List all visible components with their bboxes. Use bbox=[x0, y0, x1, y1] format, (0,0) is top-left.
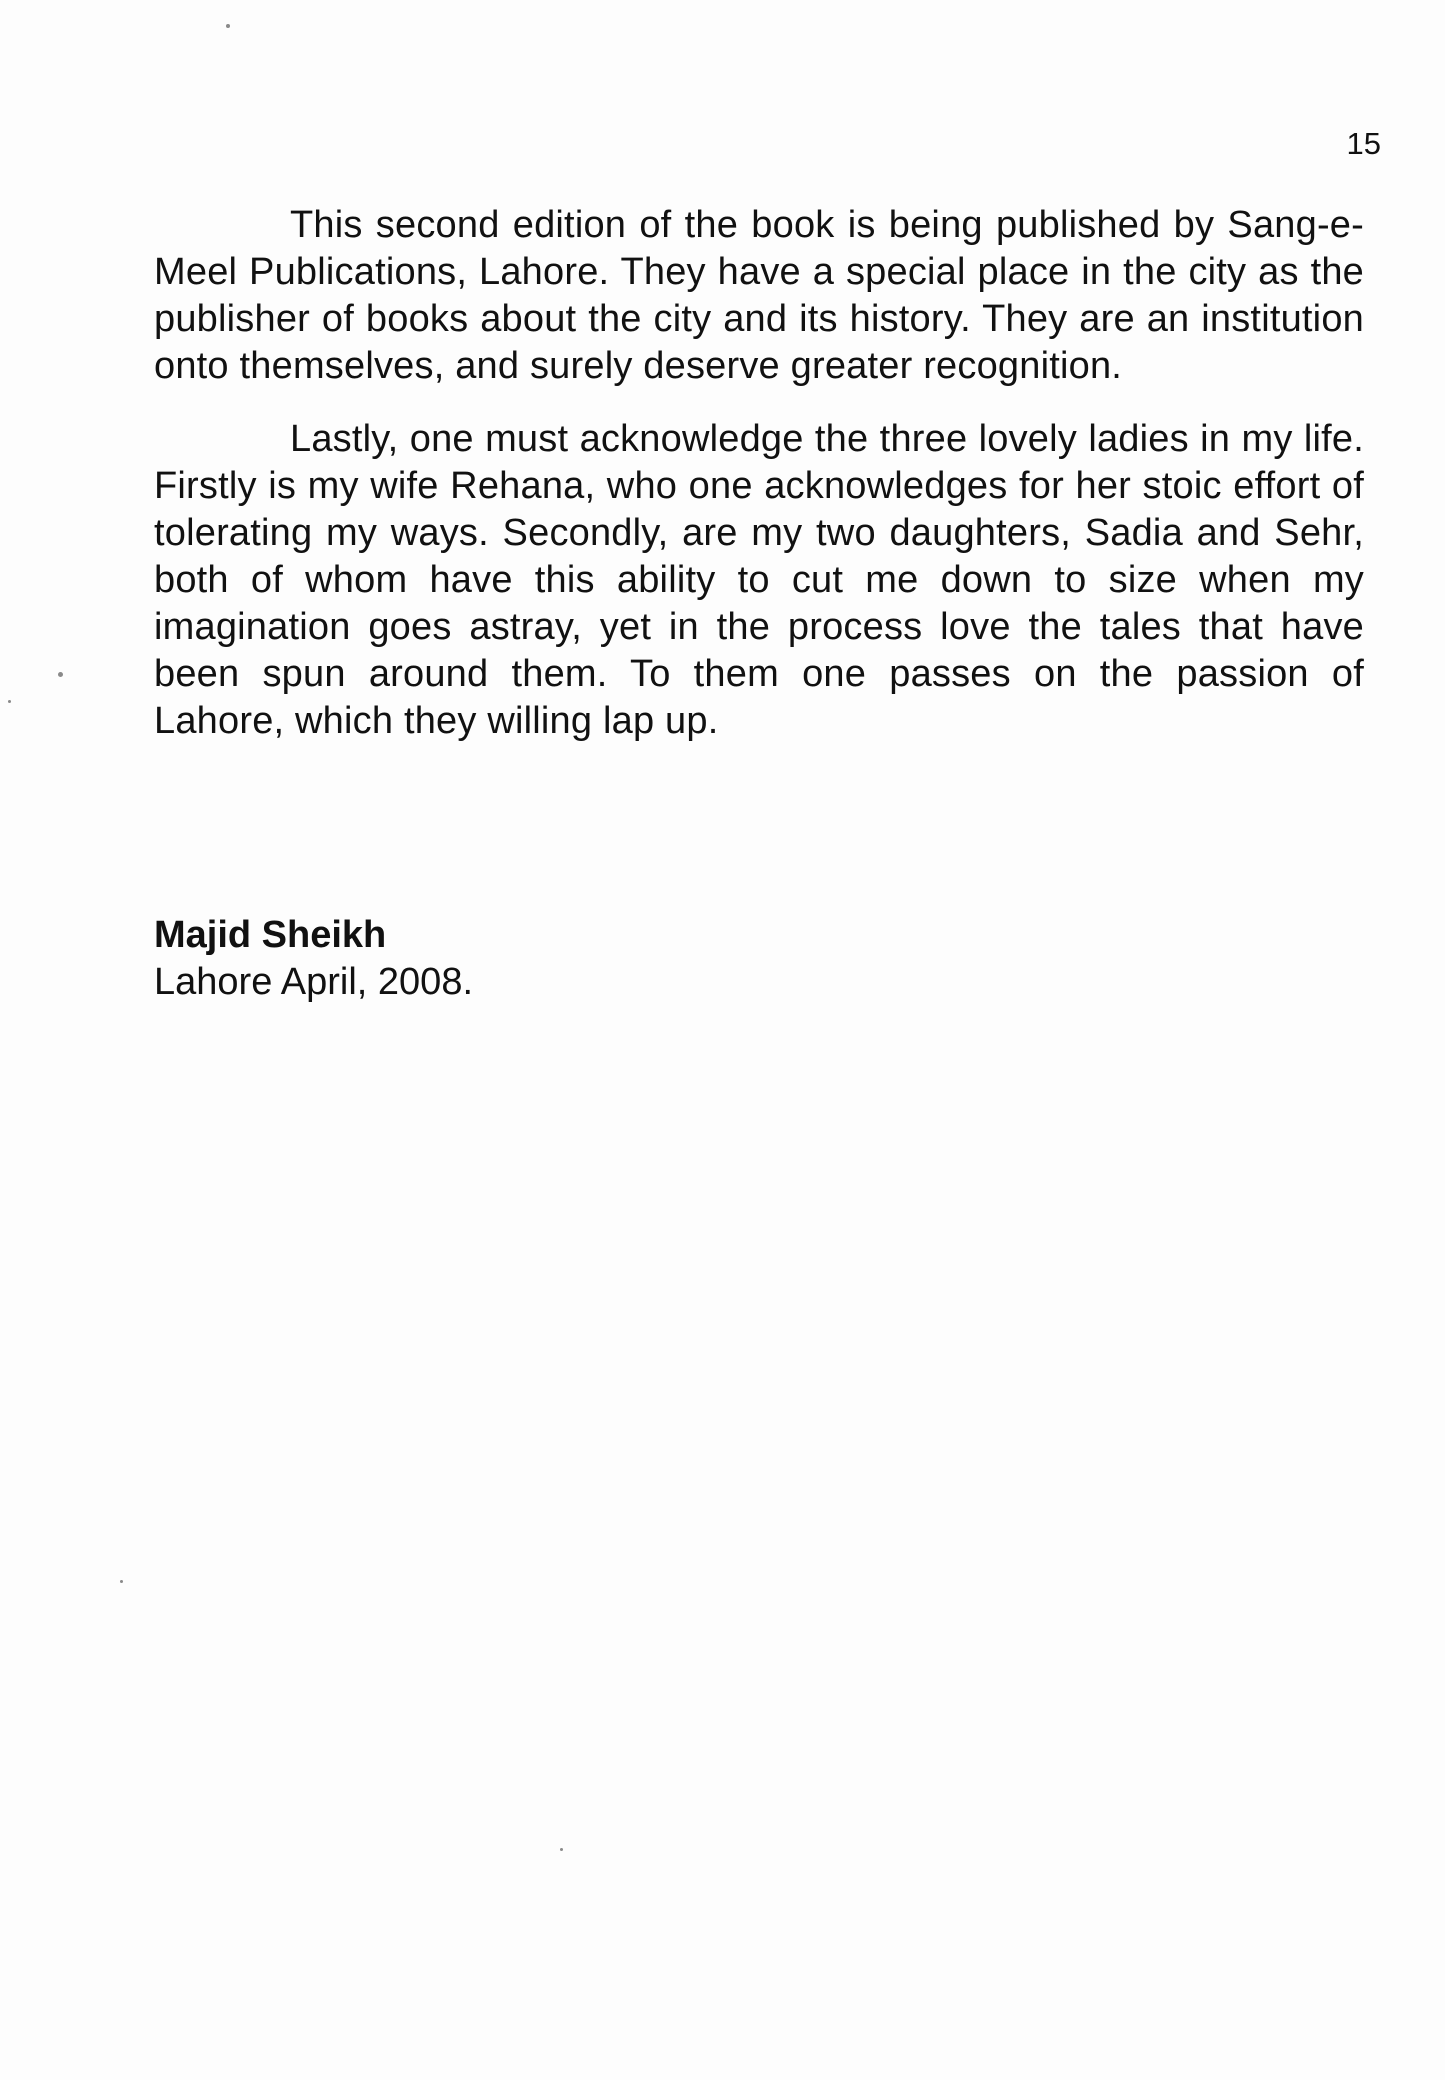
author-name: Majid Sheikh bbox=[154, 914, 387, 956]
scan-speck bbox=[226, 24, 230, 28]
scan-speck bbox=[120, 1580, 123, 1583]
scan-speck bbox=[560, 1848, 563, 1851]
paragraph-second-edition: This second edition of the book is being published by Sang-e-Meel Publications, Lahore. They have a special place in the city as the publisher of books about the city and its history. They are an institution onto themselves, and surely deserve greater recognition. bbox=[154, 204, 1364, 387]
place-date: Lahore April, 2008. bbox=[154, 961, 474, 1003]
page-number: 15 bbox=[1346, 126, 1381, 161]
body-text bbox=[154, 202, 1364, 771]
scan-speck bbox=[58, 672, 63, 677]
paragraph-acknowledgements: Lastly, one must acknowledge the three lovely ladies in my life. Firstly is my wife Rehana, who one acknowledges for her stoic effort of tolerating my ways. Secondly, are my two daughters, Sadia and Sehr, both of whom have this ability to cut me down to size when my imagination goes astray, yet in the process love the tales that have been spun around them. To them one passes on the passion of Lahore, which they willing lap up. bbox=[154, 418, 1364, 742]
signature-block bbox=[154, 912, 473, 1006]
scan-speck bbox=[8, 700, 11, 703]
